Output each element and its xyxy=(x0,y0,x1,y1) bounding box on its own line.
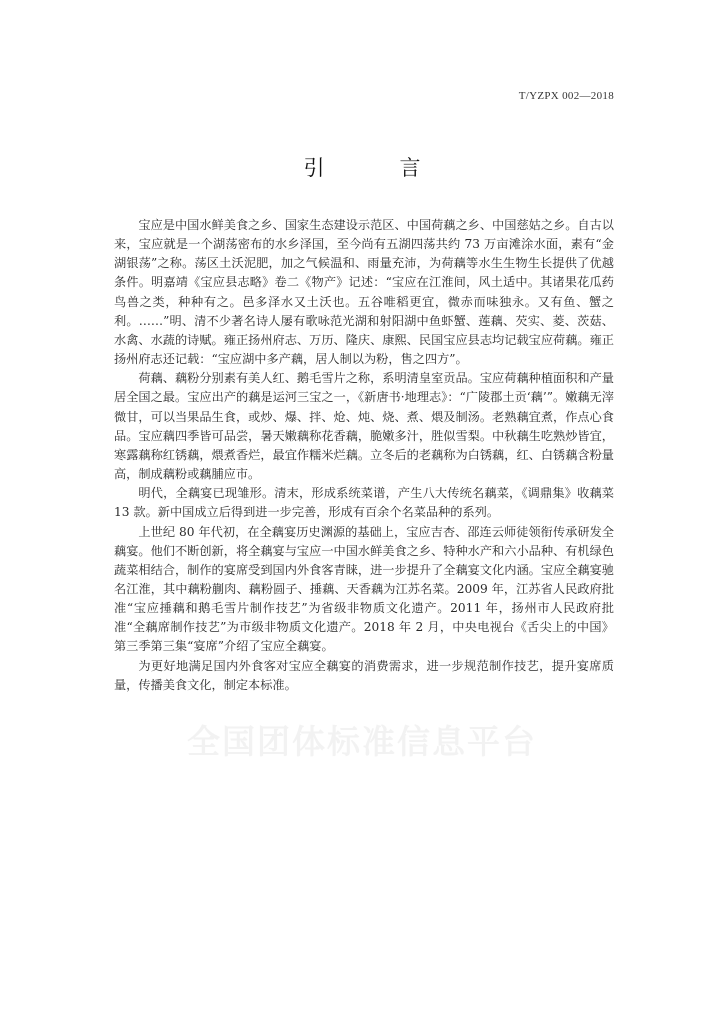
paragraph: 宝应是中国水鲜美食之乡、国家生态建设示范区、中国荷藕之乡、中国慈姑之乡。自古以来，宝应就是一个湖荡密布的水乡泽国，至今尚有五湖四荡共约 73 万亩滩涂水面，素有“金湖银荡”之称。荡区土沃泥肥，加之气候温和、雨量充沛，为荷藕等水生生物生长提供了优越条件。明嘉靖《宝应县志略》卷二《物产》记述：“宝应在江淮间，风土适中。其诸果花瓜药鸟兽之类，种种有之。邑多泽水又土沃也。五谷唯稻更宜，微赤而味独永。又有鱼、蟹之利。……”明、清不少著名诗人屡有歌咏范光湖和射阳湖中鱼虾蟹、莲藕、芡实、菱、茨菇、水禽、水蔬的诗赋。雍正扬州府志、万历、隆庆、康熙、民国宝应县志均记载宝应荷藕。雍正扬州府志还记载：“宝应湖中多产藕，居人制以为粉，售之四方”。 xyxy=(114,218,614,367)
page-title: 引 言 xyxy=(303,156,448,180)
paragraph: 明代，全藕宴已现雏形。清末，形成系统菜谱，产生八大传统名藕菜，《调鼎集》收藕菜 13 款。新中国成立后得到进一步完善，形成有百余个名菜品种的系列。 xyxy=(114,486,614,520)
document-body xyxy=(114,216,614,695)
watermark: 全国团体标准信息平台 xyxy=(187,722,537,761)
paragraph: 上世纪 80 年代初，在全藕宴历史渊源的基础上，宝应吉杏、邵连云师徒领衔传承研发全藕宴。他们不断创新，将全藕宴与宝应一中国水鲜美食之乡、特种水产和六小品种、有机绿色蔬菜相结合，制作的宴席受到国内外食客青睐，进一步提升了全藕宴文化内涵。宝应全藕宴驰名江淮，其中藕粉蒯肉、藕粉圆子、捶藕、天香藕为江苏名菜。2009 年，江苏省人民政府批准“宝应捶藕和鹅毛雪片制作技艺”为省级非物质文化遗产。2011 年，扬州市人民政府批准“全藕席制作技艺”为市级非物质文化遗产。2018 年 2 月，中央电视台《舌尖上的中国》第三季第三集“宴席”介绍了宝应全藕宴。 xyxy=(114,524,614,654)
paragraph: 荷藕、藕粉分别素有美人红、鹅毛雪片之称，系明清皇室贡品。宝应荷藕种植面积和产量居全国之最。宝应出产的藕是运河三宝之一，《新唐书·地理志》：“广陵郡土贡‘藕’”。嫩藕无滓微甘，可以当果品生食，或炒、爆、拌、炝、炖、烧、煮、煨及制汤。老熟藕宜煮，作点心食品。宝应藕四季皆可品尝，暑天嫩藕称花香藕，脆嫩多汁，胜似雪梨。中秋藕生吃熟炒皆宜，寒露藕称红锈藕，煨煮香烂，最宜作糯米烂藕。立冬后的老藕称为白锈藕，红、白锈藕含粉量高，制成藕粉或藕脯应市。 xyxy=(114,371,614,482)
paragraph: 为更好地满足国内外食客对宝应全藕宴的消费需求，进一步规范制作技艺，提升宴席质量，传播美食文化，制定本标准。 xyxy=(114,658,614,692)
standard-code: T/YZPX 002—2018 xyxy=(518,90,614,102)
